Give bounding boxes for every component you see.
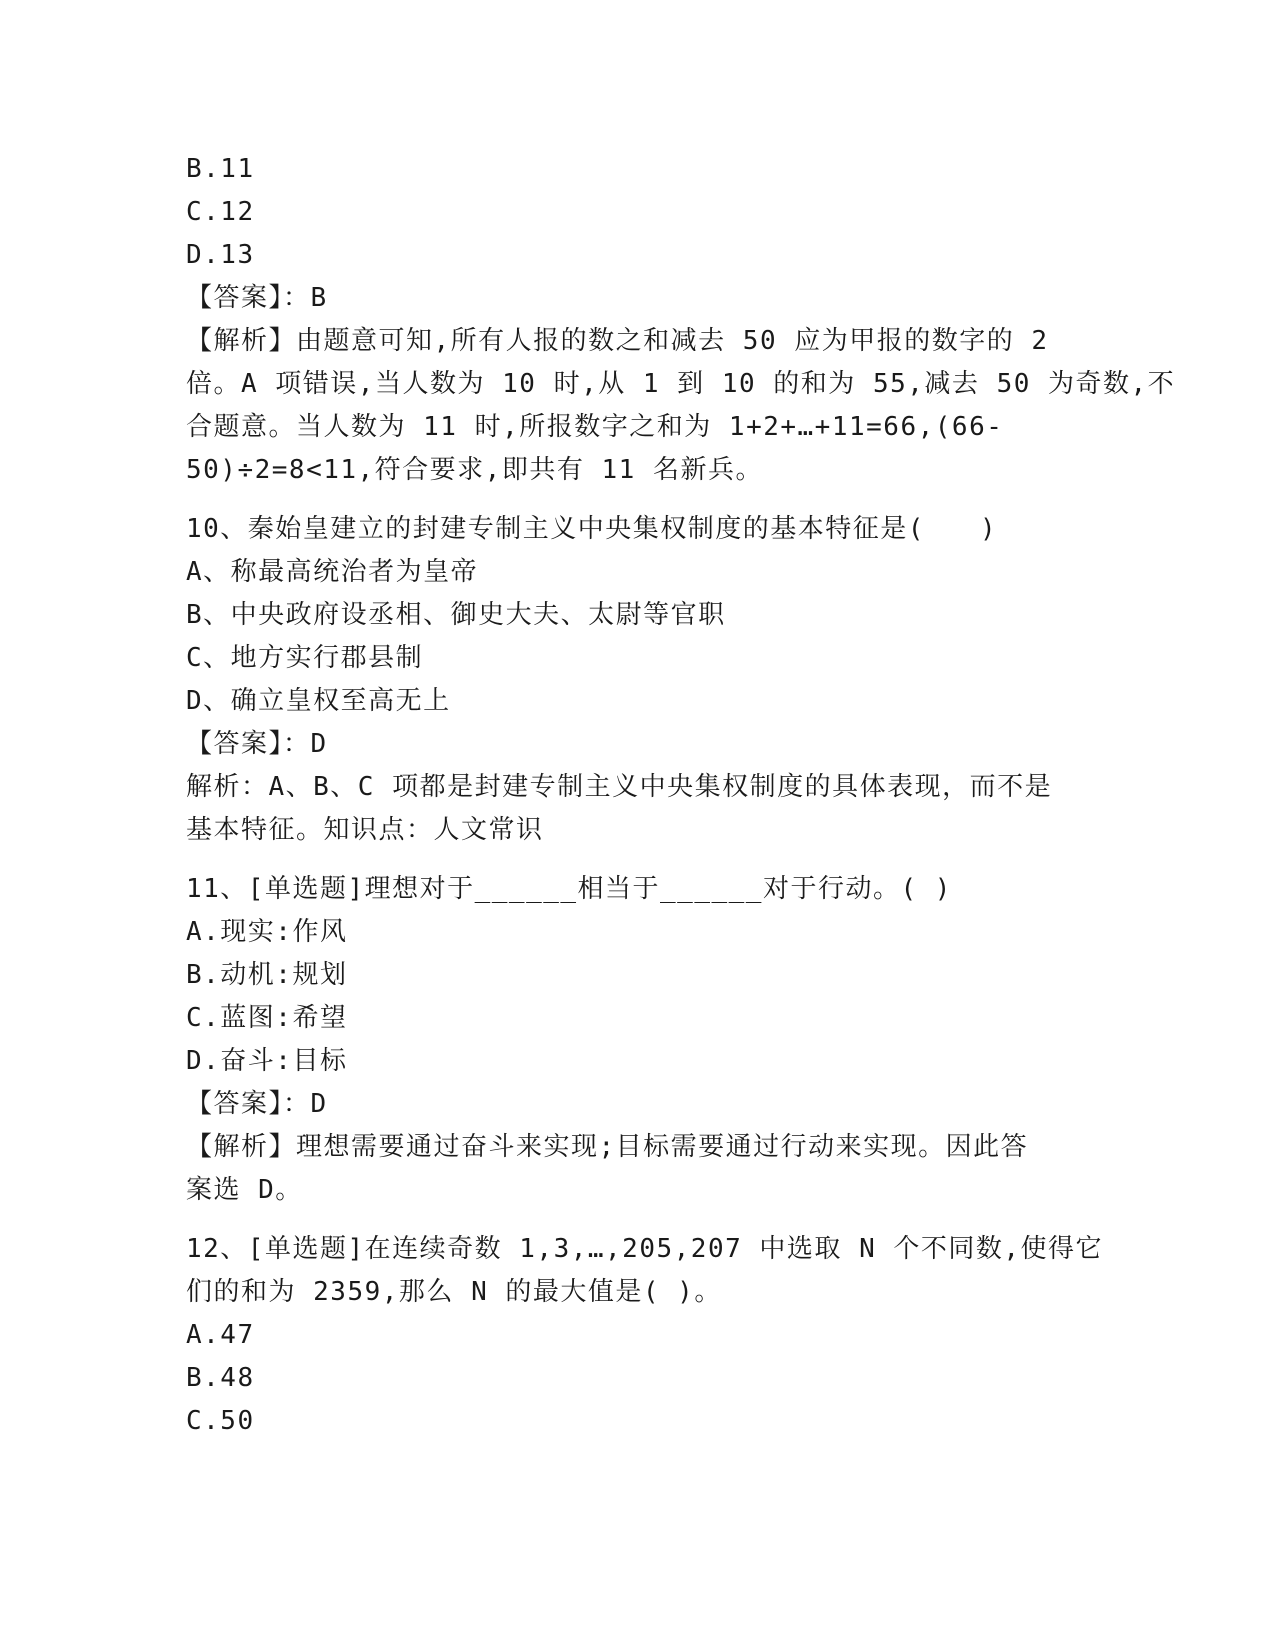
option-a: A、称最高统治者为皇帝 xyxy=(186,557,479,587)
answer-line: 【答案】：B xyxy=(186,283,328,313)
option-a: A.现实:作风 xyxy=(186,917,348,947)
question-10 xyxy=(186,508,1086,852)
question-12 xyxy=(186,1228,1104,1443)
option-a: A.47 xyxy=(186,1320,255,1350)
analysis-line: 倍。A 项错误,当人数为 10 时,从 1 到 10 的和为 55,减去 50 为奇数,不 xyxy=(186,369,1176,399)
option-b: B.11 xyxy=(186,154,255,184)
option-b: B.动机:规划 xyxy=(186,960,348,990)
answer-line: 【答案】：D xyxy=(186,1089,328,1119)
spacer xyxy=(186,492,1086,508)
spacer xyxy=(186,1212,1086,1228)
option-d: D.13 xyxy=(186,240,255,270)
analysis-line: 基本特征。知识点：人文常识 xyxy=(186,815,544,845)
question-text: 11、[单选题]理想对于______相当于______对于行动。( ) xyxy=(186,874,952,904)
analysis-line: 合题意。当人数为 11 时,所报数字之和为 1+2+…+11=66,(66- xyxy=(186,412,1004,442)
analysis-line: 解析：A、B、C 项都是封建专制主义中央集权制度的具体表现，而不是 xyxy=(186,772,1053,802)
analysis-line: 案选 D。 xyxy=(186,1175,303,1205)
option-c: C.50 xyxy=(186,1406,255,1436)
option-b: B.48 xyxy=(186,1363,255,1393)
question-11 xyxy=(186,868,1086,1212)
document-content xyxy=(186,148,1176,1443)
analysis-line: 【解析】由题意可知,所有人报的数之和减去 50 应为甲报的数字的 2 xyxy=(186,326,1049,356)
analysis-line: 【解析】理想需要通过奋斗来实现;目标需要通过行动来实现。因此答 xyxy=(186,1132,1029,1162)
spacer xyxy=(186,852,1086,868)
option-c: C.蓝图:希望 xyxy=(186,1003,348,1033)
option-d: D、确立皇权至高无上 xyxy=(186,686,451,716)
question-text: 12、[单选题]在连续奇数 1,3,…,205,207 中选取 N 个不同数,使得它 xyxy=(186,1234,1104,1264)
option-c: C、地方实行郡县制 xyxy=(186,643,424,673)
option-b: B、中央政府设丞相、御史大夫、太尉等官职 xyxy=(186,600,726,630)
question-text: 们的和为 2359,那么 N 的最大值是( )。 xyxy=(186,1277,722,1307)
option-d: D.奋斗:目标 xyxy=(186,1046,348,1076)
option-c: C.12 xyxy=(186,197,255,227)
analysis-line: 50)÷2=8<11,符合要求,即共有 11 名新兵。 xyxy=(186,455,763,485)
question-9-tail xyxy=(186,148,1176,492)
answer-line: 【答案】：D xyxy=(186,729,328,759)
question-text: 10、秦始皇建立的封建专制主义中央集权制度的基本特征是( ) xyxy=(186,514,998,544)
